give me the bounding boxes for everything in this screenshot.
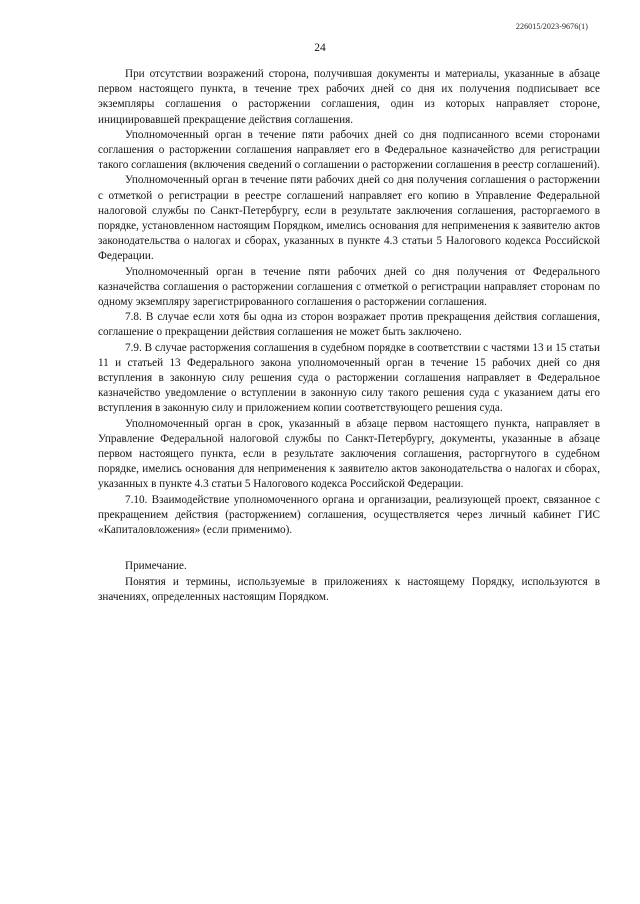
paragraph-7-10: 7.10. Взаимодействие уполномоченного органа и организации, реализующей проект, связанное с прекращением действия (расторжением) соглашения, осуществляется через личный кабинет ГИС «Капиталовложения» (если применимо).	[98, 493, 600, 537]
document-body	[98, 67, 600, 605]
note-heading: Примечание.	[125, 560, 187, 573]
paragraph-7-8: 7.8. В случае если хотя бы одна из сторон возражает против прекращения действия соглашения, соглашение о прекращении действия соглашения не может быть заключено.	[98, 311, 600, 339]
page-number: 24	[314, 42, 326, 54]
paragraph-tax-service-copy: Уполномоченный орган в течение пяти рабочих дней со дня получения соглашения о расторжении с отметкой о регистрации в реестре соглашений направляет его копию в Управление Федеральной налоговой службы по Санкт-Петербургу, если в результате заключения соглашения, расторгаемого в порядке, установленном настоящим Порядком, имелись основания для неприменения к заявителю актов законодательства о налогах и сборах, указанных в пункте 4.3 статьи 5 Налогового кодекса Российской Федерации.	[98, 174, 600, 263]
paragraph-treasury-registration: Уполномоченный орган в течение пяти рабочих дней со дня подписанного всеми сторонами соглашения о расторжении соглашения направляет его в Федеральное казначейство для регистрации такого соглашения (включения сведений о соглашении о расторжении соглашения в реестр соглашений).	[98, 128, 600, 172]
paragraph-7-9: 7.9. В случае расторжения соглашения в судебном порядке в соответствии с частями 13 и 15 статьи 11 и статьей 13 Федерального закона уполномоченный орган в течение 15 рабочих дней со дня вступления в законную силу решения суда о расторжении соглашения направляет в Федеральное казначейство уведомление о вступлении в законную силу такого решения суда с указанием даты его вступления в законную силу и приложением копии соответствующего решения суда.	[98, 341, 600, 415]
document-registration-number: 226015/2023-9676(1)	[515, 22, 588, 31]
paragraph-copies-to-parties: Уполномоченный орган в течение пяти рабочих дней со дня получения от Федерального казначейства соглашения о расторжении соглашения с отметкой о регистрации направляет сторонам по одному экземпляру зарегистрированного соглашения о расторжении соглашения.	[98, 265, 600, 309]
note-text: Понятия и термины, используемые в приложениях к настоящему Порядку, используются в значениях, определенных настоящим Порядком.	[98, 575, 600, 603]
paragraph-no-objections: При отсутствии возражений сторона, получившая документы и материалы, указанные в абзаце первом настоящего пункта, в течение трех рабочих дней со дня их получения подписывает все экземпляры соглашения о расторжении соглашения, один из которых направляет стороне, инициировавшей прекращение действия соглашения.	[98, 68, 600, 126]
paragraph-court-documents: Уполномоченный орган в срок, указанный в абзаце первом настоящего пункта, направляет в Управление Федеральной налоговой службы по Санкт-Петербургу, документы, указанные в абзаце первом настоящего пункта, если в результате заключения соглашения, расторгнутого в судебном порядке, имелись основания для неприменения к заявителю актов законодательства о налогах и сборах, указанных в пункте 4.3 статьи 5 Налогового кодекса Российской Федерации.	[98, 417, 600, 491]
